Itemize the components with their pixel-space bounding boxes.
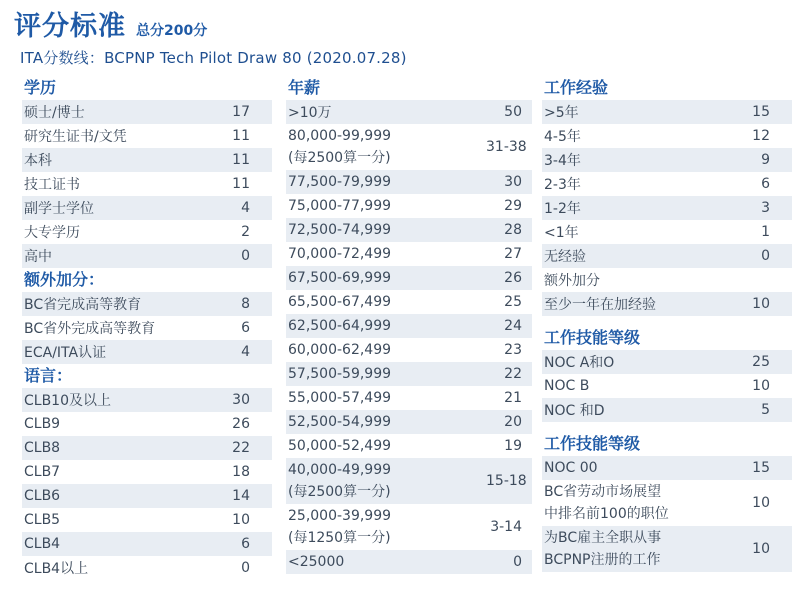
item-label [24,294,241,314]
item-label [544,102,752,122]
item-label [24,536,241,552]
item-score: 0 [241,560,250,576]
item-score: 15 [752,460,770,476]
item-label [24,198,241,218]
item-score: 0 [761,248,770,264]
item-label [24,174,232,194]
list-item [542,100,792,124]
item-score: 11 [232,152,250,168]
item-score: 15 [752,104,770,120]
list-item [22,460,272,484]
item-label [24,126,232,146]
item-score: 10 [752,495,770,511]
list-item [542,456,792,480]
item-label-line: 57,500-59,999 [288,366,392,382]
item-label-line: ECA/ITA认证 [24,345,107,361]
item-label [544,378,752,394]
item-score: 4 [241,200,250,216]
list-item [542,398,792,422]
item-score: 25 [752,354,770,370]
column-education-language [22,76,272,580]
list-item [286,242,532,266]
item-label [288,294,486,310]
item-label-line: 研究生证书/文凭 [24,129,127,145]
item-label [288,222,486,238]
item-score: 30 [232,392,250,408]
item-label-line: (每2500算一分) [288,484,391,500]
item-label [288,318,486,334]
item-score: 26 [232,416,250,432]
item-label [544,481,752,525]
list-item [542,350,792,374]
list-item [542,244,792,268]
item-label [24,390,232,410]
item-score: 19 [504,438,522,454]
item-label [544,246,761,266]
item-label-line: CLB10及以上 [24,393,111,409]
item-label [288,554,486,570]
item-label [544,222,761,242]
item-label-line: (每2500算一分) [288,150,391,166]
list-item [286,338,532,362]
item-score: 6 [241,536,250,552]
item-label-line: 75,000-77,999 [288,198,392,214]
item-label-line: NOC A和O [544,355,615,371]
item-label [288,125,486,169]
list-item [22,124,272,148]
list-item [286,194,532,218]
item-label-line: 50,000-52,499 [288,438,392,454]
list-item [286,410,532,434]
section-heading-extra-points: 额外加分： [24,270,105,289]
language-list [22,388,272,580]
item-label [288,505,486,549]
list-item [542,480,792,526]
list-item [286,124,532,170]
section-heading-skill-level: 工作技能等级 [544,328,641,347]
list-item [542,124,792,148]
item-label-line: 2-3年 [544,177,581,193]
item-score: 10 [752,296,770,312]
item-label-line: NOC 00 [544,460,598,476]
item-label-line: 40,000-49,999 [288,462,392,478]
list-item [22,172,272,196]
item-label [288,102,486,122]
item-score: 25 [504,294,522,310]
skill-level-list [542,350,792,422]
item-label-line: CLB9 [24,416,61,432]
list-item [22,532,272,556]
item-label [544,150,761,170]
item-score: 8 [241,296,250,312]
item-label [288,246,486,262]
item-label [24,440,232,456]
item-score: 28 [504,222,522,238]
item-score: 9 [761,152,770,168]
column-salary [286,76,532,574]
item-label [544,527,752,571]
item-score: 27 [504,246,522,262]
skill-level-2-list [542,456,792,572]
item-label-line: 额外加分 [544,273,600,289]
item-label-line: CLB5 [24,512,61,528]
item-label-line: BCPNP注册的工作 [544,552,661,568]
item-label-line: CLB4 [24,536,61,552]
list-item [22,148,272,172]
item-score: 15-18 [486,473,527,489]
list-item [286,504,532,550]
item-label-line: CLB7 [24,464,61,480]
item-score: 11 [232,176,250,192]
item-label [24,222,241,242]
item-score: 6 [241,320,250,336]
item-label [288,438,486,454]
list-item [542,196,792,220]
item-label-line: 高中 [24,249,52,265]
item-label-line: CLB4以上 [24,561,89,577]
list-item [286,362,532,386]
item-label [544,400,761,420]
list-item [286,458,532,504]
item-score: 11 [232,128,250,144]
list-item [22,388,272,412]
item-label-line: 67,500-69,999 [288,270,392,286]
item-label-line: CLB6 [24,488,61,504]
item-label [288,366,486,382]
item-label-line: 70,000-72,499 [288,246,392,262]
item-label [24,488,232,504]
item-score: 22 [232,440,250,456]
item-score: 30 [504,174,522,190]
experience-list [542,100,792,316]
item-label-line: 65,500-67,499 [288,294,392,310]
item-label-line: NOC 和D [544,403,605,419]
item-label-line: 大专学历 [24,225,80,241]
list-item [542,220,792,244]
list-item [22,556,272,580]
item-label [24,246,241,266]
ita-cutoff-line: ITA分数线：BCPNP Tech Pilot Draw 80 (2020.07.28) [20,49,407,67]
item-label-line: <25000 [288,554,345,570]
item-score: 3-14 [490,519,522,535]
item-label-line: 60,000-62,499 [288,342,392,358]
item-label [288,342,486,358]
item-label-line: 1-2年 [544,201,581,217]
item-score: 20 [504,414,522,430]
item-label-line: 80,000-99,999 [288,128,392,144]
item-label [288,390,486,406]
item-label [544,198,761,218]
item-label [24,318,241,338]
item-label-line: (每1250算一分) [288,530,391,546]
item-label-line: BC省外完成高等教育 [24,321,156,337]
item-label [288,198,486,214]
item-label-line: 至少一年在加经验 [544,297,656,313]
item-label-line: CLB8 [24,440,61,456]
extra-points-list [22,292,272,364]
list-item [22,412,272,436]
item-label [24,102,232,122]
item-label-line: NOC B [544,378,590,394]
list-item [286,290,532,314]
item-label [24,512,232,528]
section-heading-experience: 工作经验 [544,78,609,97]
list-item [22,316,272,340]
list-item [286,266,532,290]
item-label-line: 技工证书 [24,177,80,193]
salary-list [286,100,532,574]
item-label-line: 25,000-39,999 [288,508,392,524]
item-label [544,352,752,372]
item-score: 3 [761,200,770,216]
page-title [14,4,207,43]
item-label-line: BC省完成高等教育 [24,297,142,313]
item-score: 4 [241,344,250,360]
item-label-line: 4-5年 [544,129,581,145]
item-label [544,294,752,314]
item-score: 50 [504,104,522,120]
education-list [22,100,272,268]
item-score: 22 [504,366,522,382]
item-score: 26 [504,270,522,286]
list-item [22,220,272,244]
list-item [542,374,792,398]
list-item [286,434,532,458]
list-item [22,340,272,364]
item-label [288,174,486,190]
item-label-line: 本科 [24,153,52,169]
item-score: 23 [504,342,522,358]
list-item [286,218,532,242]
list-item [286,100,532,124]
item-score: 17 [232,104,250,120]
item-label [288,414,486,430]
list-item [542,148,792,172]
list-item [22,436,272,460]
section-heading-education: 学历 [24,78,57,97]
item-score: 5 [761,402,770,418]
list-item [286,170,532,194]
item-label [24,150,232,170]
item-label [544,460,752,476]
item-label [288,459,486,503]
section-heading-salary: 年薪 [288,78,321,97]
item-score: 10 [232,512,250,528]
item-label-line: >10万 [288,105,332,121]
list-item [22,244,272,268]
item-label-line: 62,500-64,999 [288,318,392,334]
item-label [24,416,232,432]
list-item [22,100,272,124]
item-score: 0 [513,554,522,570]
item-label-line: BC省劳动市场展望 [544,484,662,500]
list-item [22,508,272,532]
item-score: 24 [504,318,522,334]
list-item [286,550,532,574]
item-label-line: 52,500-54,999 [288,414,392,430]
item-label [544,174,761,194]
list-item [286,386,532,410]
title-main: 评分标准 [14,11,126,42]
list-item [286,314,532,338]
item-label-line: 77,500-79,999 [288,174,392,190]
item-score: 12 [752,128,770,144]
item-label-line: 3-4年 [544,153,581,169]
item-label-line: <1年 [544,225,579,241]
item-label [24,558,241,578]
list-item [22,196,272,220]
section-heading-language: 语言： [24,366,73,385]
item-label [24,342,241,362]
list-item [542,268,792,292]
item-label-line: 副学士学位 [24,201,94,217]
item-label-line: >5年 [544,105,579,121]
column-experience-skill [542,76,792,572]
item-label-line: 72,500-74,999 [288,222,392,238]
item-label-line: 55,000-57,499 [288,390,392,406]
item-label [544,126,752,146]
item-score: 10 [752,541,770,557]
item-score: 2 [241,224,250,240]
list-item [542,292,792,316]
item-score: 21 [504,390,522,406]
item-label [24,464,232,480]
item-label-line: 硕士/博士 [24,105,85,121]
item-label [288,270,486,286]
list-item [542,526,792,572]
list-item [542,172,792,196]
item-score: 31-38 [486,139,527,155]
list-item [22,292,272,316]
item-label-line: 无经验 [544,249,586,265]
item-score: 14 [232,488,250,504]
item-score: 6 [761,176,770,192]
item-score: 10 [752,378,770,394]
title-total-points: 总分200分 [136,23,208,39]
item-label-line: 中排名前100的职位 [544,506,669,522]
item-score: 0 [241,248,250,264]
item-label [544,270,770,290]
item-score: 1 [761,224,770,240]
section-heading-skill-level-2: 工作技能等级 [544,434,641,453]
item-score: 29 [504,198,522,214]
item-label-line: 为BC雇主全职从事 [544,530,662,546]
list-item [22,484,272,508]
item-score: 18 [232,464,250,480]
